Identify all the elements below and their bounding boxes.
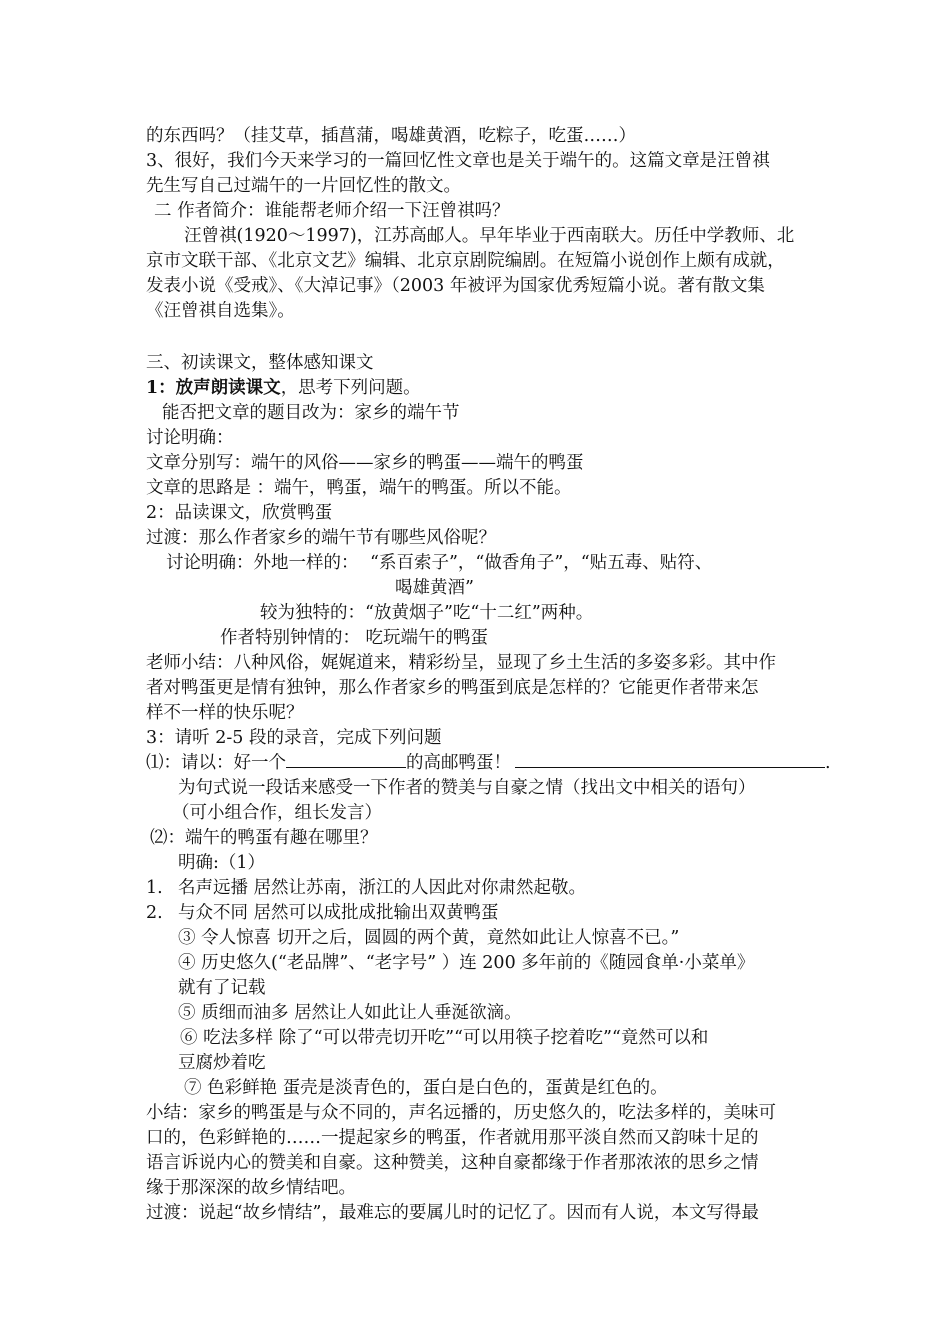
text-line: 老师小结：八种风俗，娓娓道来，精彩纷呈，显现了乡土生活的多姿多彩。其中作 [146, 653, 776, 673]
inline-text: 的高邮鸭蛋！ [406, 753, 511, 773]
list-number: 2. [146, 903, 163, 923]
text-line: 3：请听 2-5 段的录音，完成下列问题 [146, 728, 442, 748]
inline-text: ，思考下列问题。 [280, 378, 421, 398]
list-item: ⑦ 色彩鲜艳 蛋壳是淡青色的，蛋白是白色的，蛋黄是红色的。 [184, 1078, 668, 1098]
text-line: 讨论明确：外地一样的： [166, 553, 359, 573]
text-line: 讨论明确： [146, 428, 234, 448]
text-line: “系百索子”，“做香角子”，“贴五毒、贴符、 [370, 553, 713, 573]
text-line: 为句式说一段话来感受一下作者的赞美与自豪之情（找出文中相关的语句） [178, 778, 756, 798]
text-line: 豆腐炒着吃 [178, 1053, 266, 1073]
inline-text: ⑴：请以：好一个 [146, 753, 286, 773]
text-line: 文章分别写：端午的风俗——家乡的鸭蛋——端午的鸭蛋 [146, 453, 584, 473]
text-line: 京市文联干部、《北京文艺》编辑、北京京剧院编剧。在短篇小说创作上颇有成就， [146, 251, 785, 271]
text-line [146, 751, 831, 775]
text-line: 就有了记载 [178, 978, 266, 998]
list-item: ⑥ 吃法多样 除了“可以带壳切开吃”“可以用筷子挖着吃”“竟然可以和 [180, 1028, 709, 1048]
text-line: 语言诉说内心的赞美和自豪。这种赞美，这种自豪都缘于作者那浓浓的思乡之情 [146, 1153, 759, 1173]
text-line: 的东西吗？（挂艾草，插菖蒲，喝雄黄酒，吃粽子，吃蛋……） [146, 126, 636, 146]
text-line: 2：品读课文，欣赏鸭蛋 [146, 503, 333, 523]
text-line: 文章的思路是 ：端午，鸭蛋，端午的鸭蛋。所以不能。 [146, 478, 572, 498]
text-line: 3、很好，我们今天来学习的一篇回忆性文章也是关于端午的。这篇文章是汪曾祺 [146, 151, 770, 171]
text-line: 《汪曾祺自选集》。 [146, 301, 295, 321]
list-item: ④ 历史悠久(“老品牌”、“老字号” ）连 200 多年前的《随园食单·小菜单》 [178, 953, 755, 973]
inline-text: . [825, 753, 831, 773]
answer-blank [286, 751, 406, 768]
text-line: 过渡：那么作者家乡的端午节有哪些风俗呢？ [146, 528, 496, 548]
list-number: 1. [146, 878, 163, 898]
text-line: 者对鸭蛋更是情有独钟，那么作者家乡的鸭蛋到底是怎样的？它能更作者带来怎 [146, 678, 759, 698]
section-heading: 二 作者简介：谁能帮老师介绍一下汪曾祺吗？ [154, 201, 510, 221]
text-line: 小结：家乡的鸭蛋是与众不同的，声名远播的，历史悠久的，吃法多样的，美味可 [146, 1103, 776, 1123]
text-line: 先生写自己过端午的一片回忆性的散文。 [146, 176, 461, 196]
list-item: 与众不同 居然可以成批成批输出双黄鸭蛋 [178, 903, 499, 923]
text-line: 发表小说《受戒》、《大淖记事》（2003 年被评为国家优秀短篇小说。著有散文集 [146, 276, 765, 296]
text-line: 汪曾祺(1920～1997)，江苏高邮人。早年毕业于西南联大。历任中学教师、北 [184, 226, 795, 246]
text-line: 样不一样的快乐呢？ [146, 703, 304, 723]
text-line: 作者特别钟情的： 吃玩端午的鸭蛋 [220, 628, 489, 648]
section-heading: 三、初读课文，整体感知课文 [146, 353, 374, 373]
text-line [146, 376, 421, 400]
text-line: 喝雄黄酒” [395, 578, 474, 598]
answer-blank [515, 751, 825, 768]
bold-text: 1：放声朗读课文 [146, 378, 281, 398]
list-item: 名声远播 居然让苏南，浙江的人因此对你肃然起敬。 [178, 878, 587, 898]
text-line: 明确:（1） [178, 853, 266, 873]
text-line: 口的，色彩鲜艳的……一提起家乡的鸭蛋，作者就用那平淡自然而又韵味十足的 [146, 1128, 759, 1148]
text-line: ⑵：端午的鸭蛋有趣在哪里？ [150, 828, 378, 848]
text-line: 能否把文章的题目改为：家乡的端午节 [162, 403, 460, 423]
list-item: ⑤ 质细而油多 居然让人如此让人垂涎欲滴。 [178, 1003, 522, 1023]
text-line: （可小组合作，组长发言） [172, 803, 382, 823]
text-line: 缘于那深深的故乡情结吧。 [146, 1178, 356, 1198]
list-item: ③ 令人惊喜 切开之后，圆圆的两个黄，竟然如此让人惊喜不已。” [178, 928, 680, 948]
text-line: 较为独特的：“放黄烟子”吃“十二红”两种。 [260, 603, 594, 623]
text-line: 过渡：说起“故乡情结”，最难忘的要属儿时的记忆了。因而有人说，本文写得最 [146, 1203, 759, 1223]
